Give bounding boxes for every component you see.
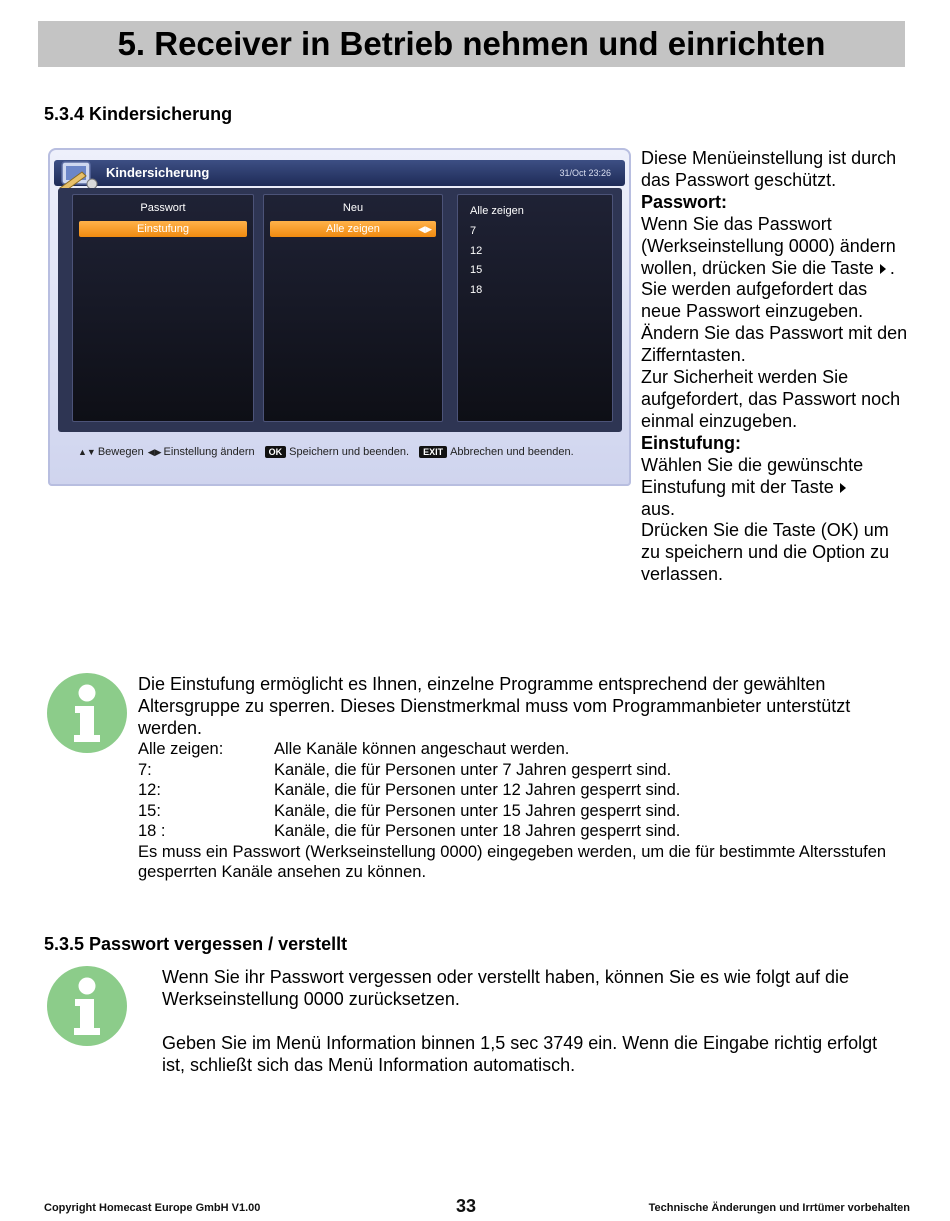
desc-passwort-step1-end: . [889, 257, 895, 278]
rating-value: Kanäle, die für Personen unter 12 Jahren gesperrt sind. [274, 781, 681, 799]
page-number: 33 [456, 1196, 477, 1216]
tv-menu-title: Kindersicherung [106, 165, 210, 180]
rating-key: 12: [138, 781, 161, 799]
rating-key: Alle zeigen: [138, 740, 224, 758]
info-closing: Es muss ein Passwort (Werkseinstellung 0000) eingegeben werden, um die für bestimmte Altersstufen gesperrten Kanäle ansehen zu können. [138, 842, 887, 881]
tv-title-bar [54, 160, 625, 186]
rating-table [138, 739, 898, 842]
right-arrow-key-icon [840, 483, 846, 493]
chapter-title: 5. Receiver in Betrieb nehmen und einrichten [38, 21, 905, 67]
help-change: Einstellung ändern [163, 446, 255, 458]
section-heading-passwort-vergessen: 5.3.5 Passwort vergessen / verstellt [44, 934, 348, 954]
up-down-arrows-icon: ▲▼ [78, 447, 96, 457]
ok-key-icon: OK [265, 446, 287, 458]
tv-column-heading: Neu [342, 202, 364, 214]
desc-passwort-step2: Sie werden aufgefordert das neue Passwort einzugeben. Ändern Sie das Passwort mit den Zifferntasten. [641, 279, 908, 366]
tv-selected-label: Alle zeigen [326, 223, 380, 235]
info-icon [47, 673, 127, 753]
table-row [138, 801, 898, 822]
rating-key: 15: [138, 801, 161, 820]
table-row [138, 760, 898, 781]
reset-intro: Wenn Sie ihr Passwort vergessen oder verstellt haben, können Sie es wie folgt auf die Werkseinstellung 0000 zurücksetzen. [162, 967, 850, 1009]
section-heading-kindersicherung: 5.3.4 Kindersicherung [44, 104, 233, 124]
info-block-passwort-reset [162, 966, 902, 1098]
disclaimer: Technische Änderungen und Irrtümer vorbehalten [648, 1202, 910, 1214]
tv-option-list [470, 202, 524, 300]
right-arrow-key-icon [880, 264, 886, 274]
desc-einstufung-step1-text: Wählen Sie die gewünschte Einstufung mit der Taste [641, 454, 864, 497]
rating-value: Kanäle, die für Personen unter 15 Jahren gesperrt sind. [274, 801, 681, 820]
tv-list-heading: Alle zeigen [470, 205, 524, 217]
tv-selected-item-einstufung[interactable]: Einstufung [79, 221, 247, 237]
tv-list-item[interactable]: 12 [470, 244, 483, 257]
desc-einstufung-step1 [641, 455, 911, 521]
desc-einstufung-heading: Einstufung: [641, 432, 741, 453]
desc-passwort-heading: Passwort: [641, 191, 728, 212]
rating-key: 18 : [138, 822, 166, 840]
tv-help-bar [78, 446, 574, 458]
rating-value: Kanäle, die für Personen unter 7 Jahren gesperrt sind. [274, 760, 672, 779]
table-row [138, 739, 898, 760]
desc-einstufung-step1-end: aus. [641, 498, 676, 519]
tv-menu-screenshot [48, 148, 631, 486]
tv-column-heading: Passwort [140, 202, 186, 214]
page-footer [0, 1196, 950, 1220]
info-text: Die Einstufung ermöglicht es Ihnen, einzelne Programme entsprechend der gewählten Altersgruppe zu sperren. Dieses Dienstmerkmal muss vom Programmanbieter unterstützt werden. [138, 674, 851, 738]
info-block-einstufung [138, 673, 898, 883]
table-row [138, 821, 898, 842]
desc-passwort-step1 [641, 214, 911, 280]
desc-einstufung-step2: Drücken Sie die Taste (OK) um zu speichern und die Option zu verlassen. [641, 520, 890, 585]
help-move: Bewegen [97, 446, 144, 458]
tv-list-item[interactable]: 7 [470, 225, 477, 237]
tv-panel-settings [72, 194, 254, 422]
help-ok: Speichern und beenden. [289, 446, 410, 458]
tv-clock: 31/Oct 23:26 [559, 168, 611, 178]
desc-passwort-step1-text: Wenn Sie das Passwort (Werkseinstellung 0000) ändern wollen, drücken Sie die Taste [641, 213, 896, 278]
tv-list-item[interactable]: 15 [470, 264, 483, 276]
tv-menu-body [58, 188, 622, 432]
table-row [138, 780, 898, 801]
help-exit: Abbrechen und beenden. [450, 446, 574, 458]
desc-intro: Diese Menüeinstellung ist durch das Passwort geschützt. [641, 148, 897, 190]
exit-key-icon: EXIT [419, 446, 447, 458]
left-right-arrows-icon: ◀▶ [418, 224, 432, 234]
reset-instruction: Geben Sie im Menü Information binnen 1,5 sec 3749 ein. Wenn die Eingabe richtig erfolgt ist, schließt sich das Menü Information automatisch. [162, 1033, 878, 1075]
tv-list-item[interactable]: 18 [470, 283, 483, 296]
left-right-arrows-icon: ◀▶ [147, 446, 162, 457]
info-icon [47, 966, 127, 1046]
tv-panel-options [457, 194, 613, 422]
rating-value: Alle Kanäle können angeschaut werden. [274, 740, 570, 758]
copyright: Copyright Homecast Europe GmbH V1.00 [44, 1202, 261, 1214]
rating-value: Kanäle, die für Personen unter 18 Jahren gesperrt sind. [274, 822, 681, 840]
rating-key: 7: [138, 760, 152, 779]
desc-passwort-step3: Zur Sicherheit werden Sie aufgefordert, das Passwort noch einmal einzugeben. [641, 367, 901, 431]
description-column [641, 148, 911, 586]
tv-selected-item-alle-zeigen[interactable] [270, 221, 436, 237]
tv-panel-new [263, 194, 443, 422]
